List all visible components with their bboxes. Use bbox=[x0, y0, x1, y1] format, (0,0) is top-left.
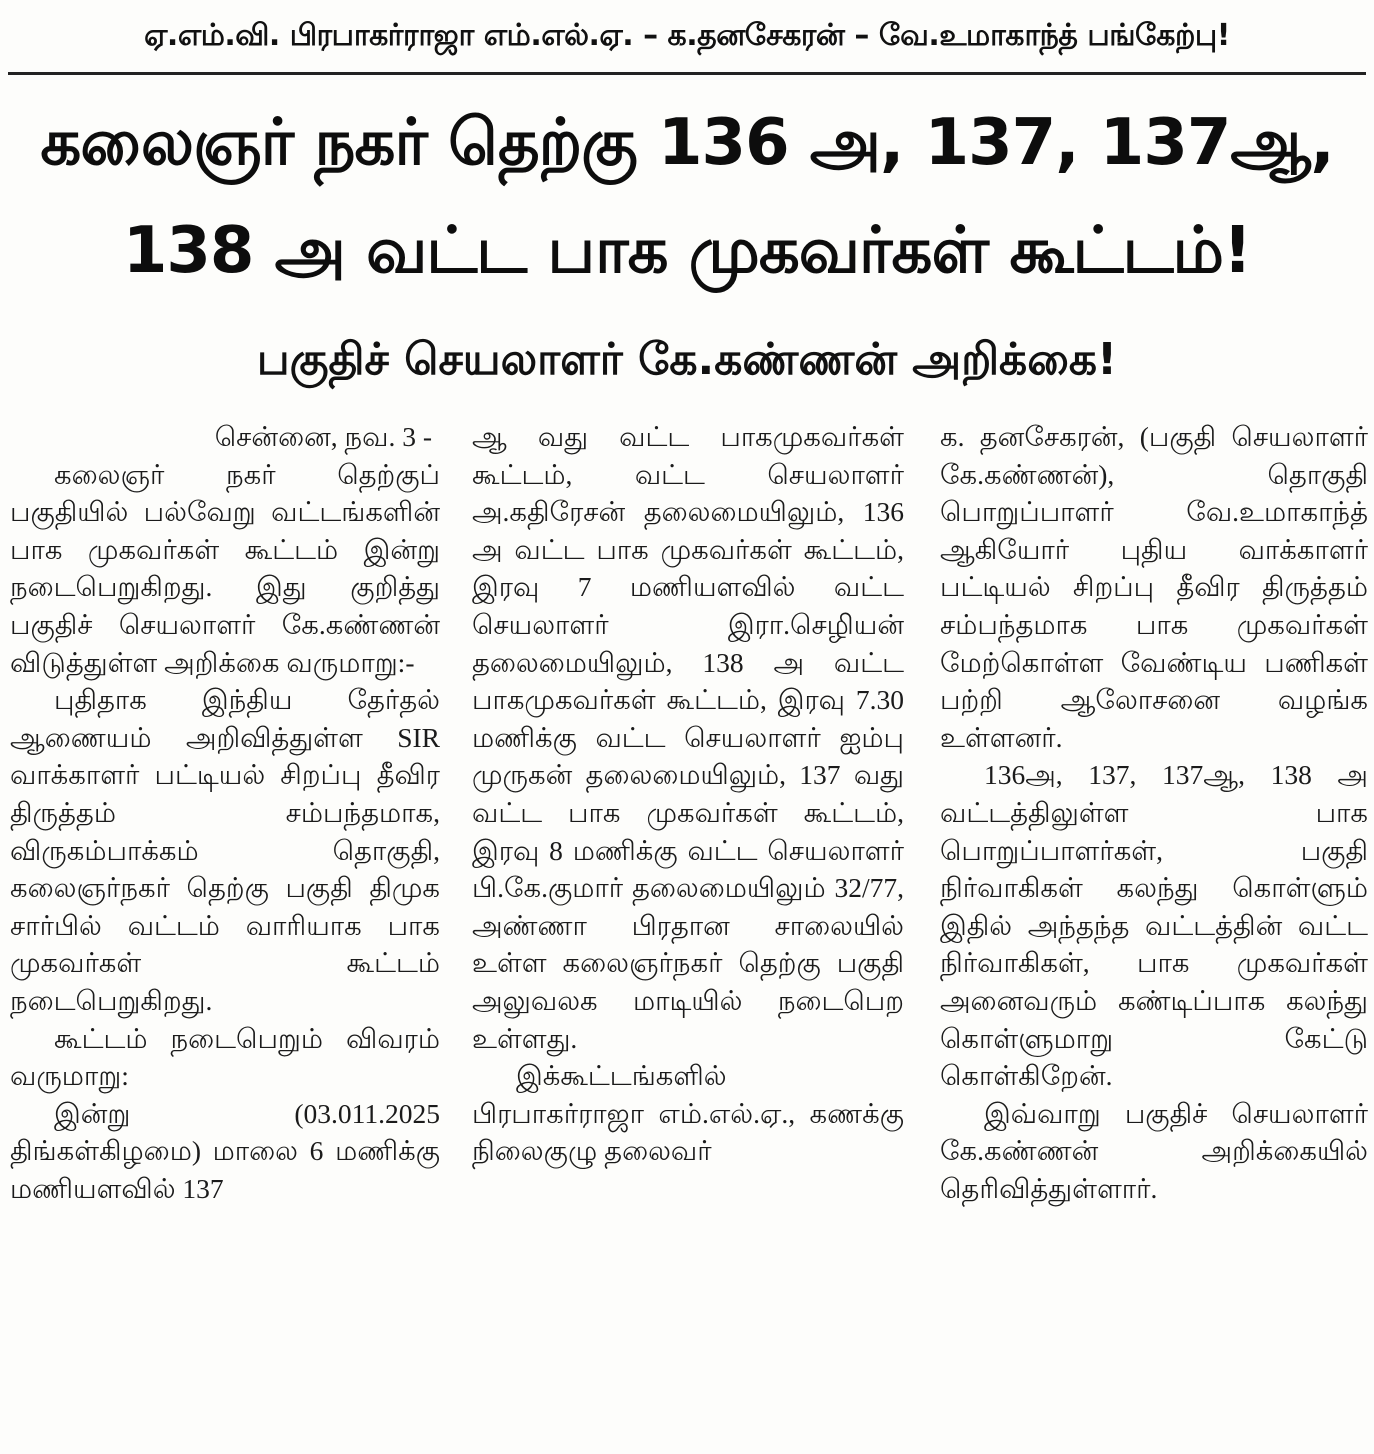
paragraph: புதிதாக இந்திய தேர்தல் ஆணையம் அறிவித்துள்ள SIR வாக்காளர் பட்டியல் சிறப்பு தீவிர திருத்தம் சம்பந்தமாக, விருகம்பாக்கம் தொகுதி, கலைஞர்நகர் தெற்கு பகுதி திமுக சார்பில் வட்டம் வாரியாக பாக முகவர்கள் கூட்டம் நடைபெறுகிறது. bbox=[10, 684, 440, 1016]
headline-line-1: கலைஞர் நகர் தெற்கு 136 அ, 137, 137ஆ, bbox=[40, 106, 1334, 180]
paragraph: கூட்டம் நடைபெறும் விவரம் வருமாறு: bbox=[10, 1022, 440, 1092]
subheadline: பகுதிச் செயலாளர் கே.கண்ணன் அறிக்கை! bbox=[256, 334, 1118, 385]
article-column-1 bbox=[10, 418, 440, 1448]
paragraph: இன்று (03.011.2025 திங்கள்கிழமை) மாலை 6 மணிக்கு மணியளவில் 137 bbox=[10, 1097, 440, 1204]
kicker-rule bbox=[8, 72, 1366, 75]
paragraph: ஆ வது வட்ட பாகமுகவர்கள் கூட்டம், வட்ட செயலாளர் அ.கதிரேசன் தலைமையிலும், 136 அ வட்ட பாக முகவர்கள் கூட்டம், இரவு 7 மணியளவில் வட்ட செயலாளர் இரா.செழியன் தலைமையிலும், 138 அ வட்ட பாகமுகவர்கள் கூட்டம், இரவு 7.30 மணிக்கு வட்ட செயலாளர் ஐம்பு முருகன் தலைமையிலும், 137 வது வட்ட பாக முகவர்கள் கூட்டம், இரவு 8 மணிக்கு வட்ட செயலாளர் பி.கே.குமார் தலைமையிலும் 32/77, அண்ணா பிரதான சாலையில் உள்ள கலைஞர்நகர் தெற்கு பகுதி அலுவலக மாடியில் நடைபெற உள்ளது. bbox=[472, 421, 904, 1054]
paragraph: இவ்வாறு பகுதிச் செயலாளர் கே.கண்ணன் அறிக்கையில் தெரிவித்துள்ளார். bbox=[940, 1097, 1368, 1204]
dateline: சென்னை, நவ. 3 - bbox=[214, 421, 432, 452]
paragraph: கலைஞர் நகர் தெற்குப் பகுதியில் பல்வேறு வட்டங்களின் பாக முகவர்கள் கூட்டம் இன்று நடைபெறுகிறது. இது குறித்து பகுதிச் செயலாளர் கே.கண்ணன் விடுத்துள்ள அறிக்கை வருமாறு:- bbox=[10, 458, 440, 678]
headline-line-2: 138 அ வட்ட பாக முகவர்கள் கூட்டம்! bbox=[122, 214, 1252, 288]
article-column-2 bbox=[472, 418, 904, 1448]
paragraph: க. தனசேகரன், (பகுதி செயலாளர் கே.கண்ணன்), தொகுதி பொறுப்பாளர் வே.உமாகாந்த் ஆகியோர் புதிய வாக்காளர் பட்டியல் சிறப்பு தீவிர திருத்தம் சம்பந்தமாக பாக முகவர்கள் மேற்கொள்ள வேண்டிய பணிகள் பற்றி ஆலோசனை வழங்க உள்ளனர். bbox=[940, 421, 1368, 753]
paragraph: இக்கூட்டங்களில் பிரபாகர்ராஜா எம்.எல்.ஏ., கணக்கு நிலைகுழு தலைவர் bbox=[472, 1060, 904, 1167]
paragraph: 136அ, 137, 137ஆ, 138 அ வட்டத்திலுள்ள பாக பொறுப்பாளர்கள், பகுதி நிர்வாகிகள் கலந்து கொள்ளும் இதில் அந்தந்த வட்டத்தின் வட்ட நிர்வாகிகள், பாக முகவர்கள் அனைவரும் கண்டிப்பாக கலந்து கொள்ளுமாறு கேட்டு கொள்கிறேன். bbox=[940, 759, 1368, 1092]
article-column-3 bbox=[940, 418, 1368, 1448]
kicker-line: ஏ.எம்.வி. பிரபாகர்ராஜா எம்.எல்.ஏ. – க.தனசேகரன் – வே.உமாகாந்த் பங்கேற்பு! bbox=[144, 17, 1230, 53]
